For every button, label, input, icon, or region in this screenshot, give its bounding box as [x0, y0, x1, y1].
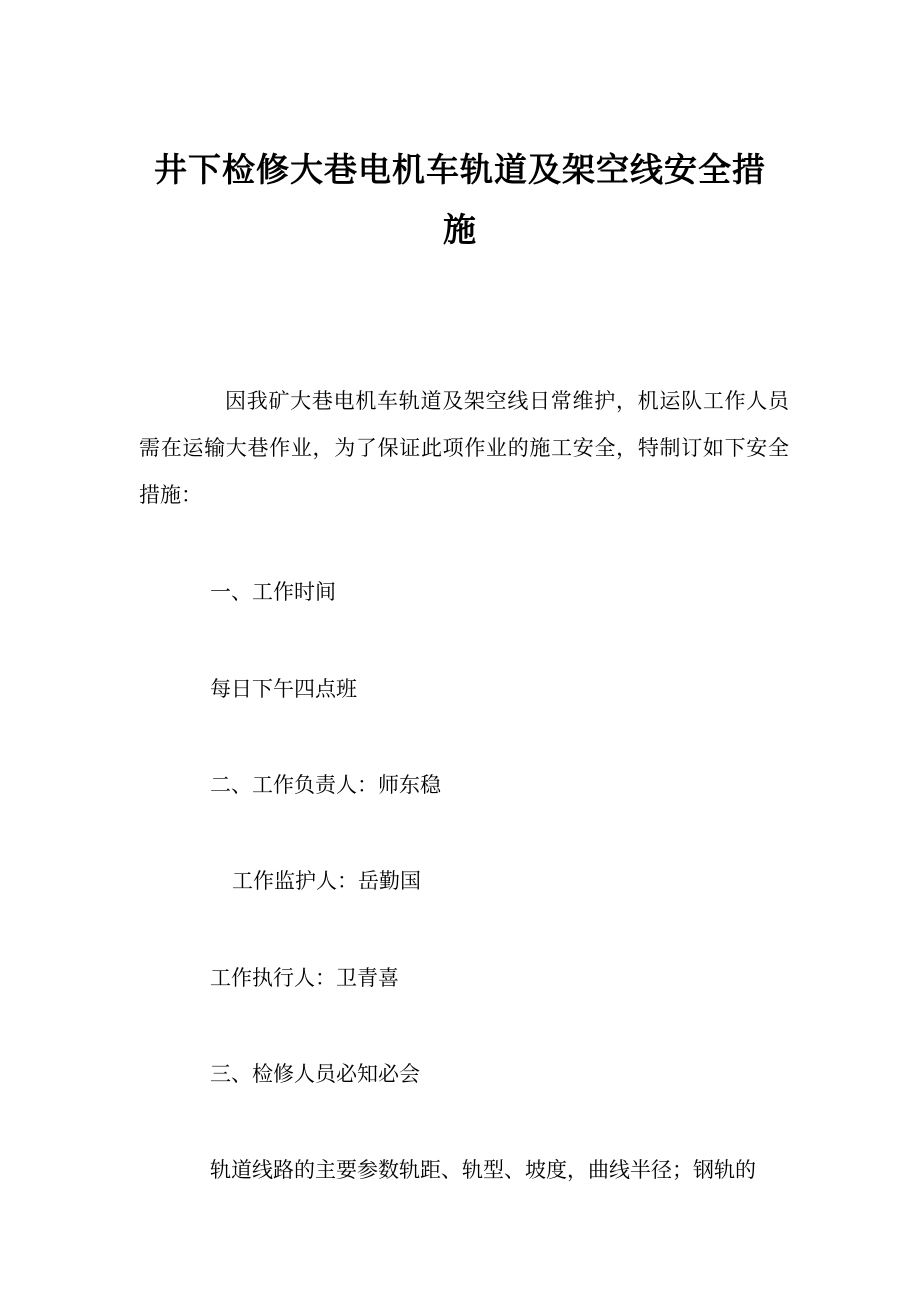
- section-2-heading: 二、工作负责人：师东稳: [210, 773, 441, 797]
- intro-paragraph: 因我矿大巷电机车轨道及架空线日常维护，机运队工作人员需在运输大巷作业，为了保证此项作业的施工安全，特制订如下安全措施：: [139, 389, 789, 507]
- section-1-body: 每日下午四点班: [210, 677, 357, 701]
- supervisor-line: 工作监护人：岳勤国: [232, 869, 421, 893]
- section-1-heading: 一、工作时间: [210, 580, 336, 604]
- executor-line: 工作执行人：卫青喜: [210, 966, 399, 990]
- document-title: 井下检修大巷电机车轨道及架空线安全措施: [154, 150, 766, 249]
- section-3-heading: 三、检修人员必知必会: [210, 1062, 420, 1086]
- section-3-body: 轨道线路的主要参数轨距、轨型、坡度，曲线半径；钢轨的: [210, 1158, 756, 1182]
